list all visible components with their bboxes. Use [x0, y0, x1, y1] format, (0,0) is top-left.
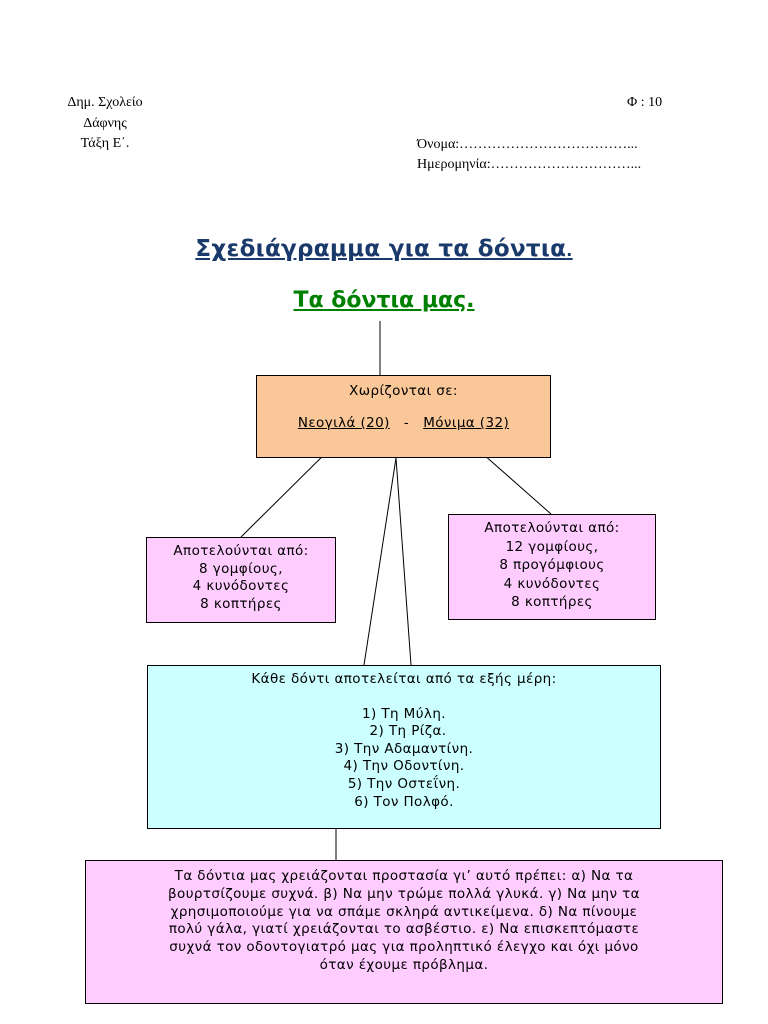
list-item: 8 γομφίους, [199, 560, 283, 577]
teeth-types-row [257, 414, 550, 432]
connector-divide-to-parts-left [364, 458, 396, 665]
list-item: 5) Την Οστεΐνη. [347, 775, 461, 792]
list-item: 4 κυνόδοντες [503, 575, 601, 592]
list-item: 2) Τη Ρίζα. [369, 723, 447, 740]
list-item: 8 κοπτήρες [511, 594, 593, 610]
protection-line: όταν έχουμε πρόβλημα. [319, 956, 489, 973]
permanent-teeth-heading: Αποτελούνται από: [484, 520, 620, 536]
list-item: 8 προγόμφιους [499, 557, 605, 573]
protection-line: χρησιμοποιούμε για να σπάμε σκληρά αντικείμενα. δ) Να πίνουμε [170, 903, 638, 920]
list-item: 12 γομφίους, [505, 538, 599, 555]
list-item: 4 κυνόδοντες [192, 578, 290, 594]
protection-line: βουρτσίζουμε συχνά. β) Να μην τρώμε πολλά γλυκά. γ) Να μην τα [168, 885, 640, 902]
connector-divide-to-parts-right [396, 458, 411, 665]
diagram-root-title: Τα δόντια μας. [293, 288, 475, 313]
teeth-types-heading: Χωρίζονται σε: [349, 383, 458, 399]
tooth-parts-heading: Κάθε δόντι αποτελείται από τα εξής μέρη: [251, 671, 557, 687]
protection-line: πολύ γάλα, γιατί χρειάζονται το ασβέστιο. ε) Να επισκεπτόμαστε [168, 921, 640, 938]
class-label: Τάξη Ε΄. [80, 136, 130, 151]
baby-teeth-label: Νεογιλά (20) [297, 415, 390, 431]
school-name: Δημ. Σχολείο [67, 95, 143, 110]
protection-line: συχνά τον οδοντογιατρό μας για προληπτικό έλεγχο και όχι μόνο [169, 939, 639, 956]
permanent-teeth-box [448, 514, 656, 620]
list-item: 1) Τη Μύλη. [362, 705, 446, 722]
list-item: 3) Την Αδαμαντίνη. [334, 740, 474, 757]
page-title: Σχεδιάγραμμα για τα δόντια. [195, 236, 573, 262]
protection-box [85, 860, 723, 1004]
sheet-number: Φ : 10 [627, 95, 663, 110]
list-item: 8 κοπτήρες [200, 595, 282, 612]
date-field: Ημερομηνία:…………………………... [417, 157, 642, 172]
name-field: Όνομα:………………………………... [417, 137, 638, 152]
school-location: Δάφνης [83, 116, 127, 131]
list-item: 6) Τον Πολφό. [354, 793, 454, 810]
baby-teeth-heading: Αποτελούνται από: [173, 543, 309, 559]
tooth-parts-box [147, 665, 661, 829]
protection-line: Τα δόντια μας χρειάζονται προστασία γι’ αυτό πρέπει: α) Να τα [174, 868, 634, 884]
permanent-teeth-label: Μόνιμα (32) [423, 415, 510, 431]
teeth-types-box [256, 375, 551, 458]
baby-teeth-box [146, 537, 336, 623]
list-item: 4) Την Οδοντίνη. [343, 758, 465, 775]
types-separator: - [403, 415, 410, 431]
